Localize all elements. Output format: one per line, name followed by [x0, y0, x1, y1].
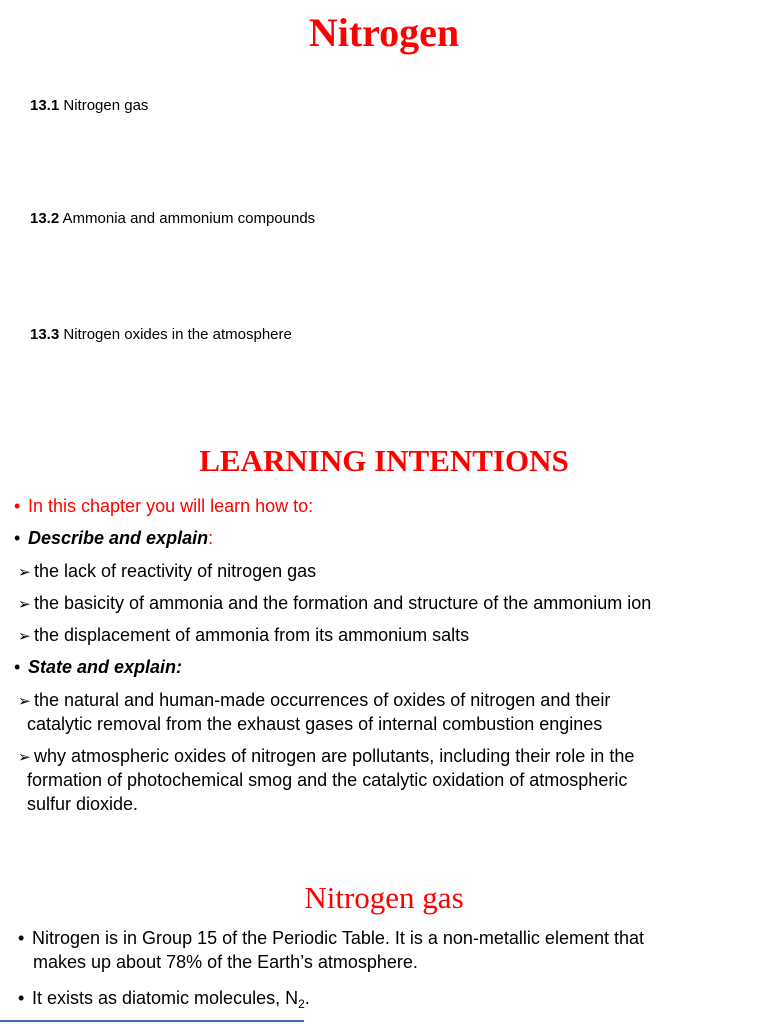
page-title: Nitrogen — [308, 10, 460, 55]
describe-label: Describe and explain — [28, 528, 209, 548]
fact-text: Nitrogen is in Group 15 of the Periodic Table. It is a non-metallic element that — [32, 928, 644, 948]
describe-colon: : — [208, 528, 214, 548]
describe-item-text: the lack of reactivity of nitrogen gas — [34, 561, 317, 581]
state-item-continuation: formation of photochemical smog and the catalytic oxidation of atmospheric — [27, 770, 628, 790]
arrow-bullet-icon: ➢ — [18, 564, 31, 581]
fact-continuation: makes up about 78% of the Earth’s atmosphere. — [33, 952, 418, 972]
state-item-continuation: sulfur dioxide. — [27, 794, 139, 814]
fact-text: It exists as diatomic molecules, N — [32, 988, 299, 1008]
toc-text: Nitrogen gas — [59, 97, 149, 114]
toc-text: Nitrogen oxides in the atmosphere — [59, 326, 292, 343]
bullet-dot-icon: • — [14, 496, 21, 516]
arrow-bullet-icon: ➢ — [18, 628, 31, 645]
state-item-continuation: catalytic removal from the exhaust gases of internal combustion engines — [27, 714, 603, 734]
describe-item — [18, 591, 651, 617]
describe-item-text: the basicity of ammonia and the formation and structure of the ammonium ion — [34, 593, 652, 613]
toc-text: Ammonia and ammonium compounds — [59, 210, 316, 227]
bullet-dot-icon: • — [18, 928, 25, 948]
describe-bullet — [14, 526, 213, 550]
bottom-divider — [0, 1020, 304, 1022]
subscript: 2 — [298, 997, 305, 1011]
nitrogen-gas-heading: Nitrogen gas — [304, 880, 464, 915]
bullet-dot-icon: • — [18, 988, 25, 1008]
state-item-text: the natural and human-made occurrences of oxides of nitrogen and their — [34, 690, 611, 710]
fact-bullet — [18, 926, 644, 950]
toc-number: 13.2 — [30, 210, 60, 227]
state-item — [18, 744, 634, 770]
toc-item-13-2 — [30, 209, 315, 229]
learning-intentions-heading: LEARNING INTENTIONS — [199, 443, 569, 478]
arrow-bullet-icon: ➢ — [18, 693, 31, 710]
bullet-dot-icon: • — [14, 528, 21, 548]
intro-bullet — [14, 494, 313, 518]
describe-item-text: the displacement of ammonia from its ammonium salts — [34, 625, 470, 645]
arrow-bullet-icon: ➢ — [18, 749, 31, 766]
state-bullet — [14, 655, 182, 679]
intro-text: In this chapter you will learn how to: — [28, 496, 314, 516]
toc-number: 13.3 — [30, 326, 60, 343]
toc-item-13-1 — [30, 96, 148, 116]
state-label: State and explain: — [28, 657, 183, 677]
state-item-text: why atmospheric oxides of nitrogen are pollutants, including their role in the — [34, 746, 635, 766]
arrow-bullet-icon: ➢ — [18, 596, 31, 613]
describe-item — [18, 623, 469, 649]
toc-number: 13.1 — [30, 97, 60, 114]
bullet-dot-icon: • — [14, 657, 21, 677]
state-item — [18, 688, 610, 714]
fact-bullet — [18, 986, 310, 1016]
describe-item — [18, 559, 316, 585]
fact-end: . — [304, 988, 310, 1008]
toc-item-13-3 — [30, 325, 292, 345]
